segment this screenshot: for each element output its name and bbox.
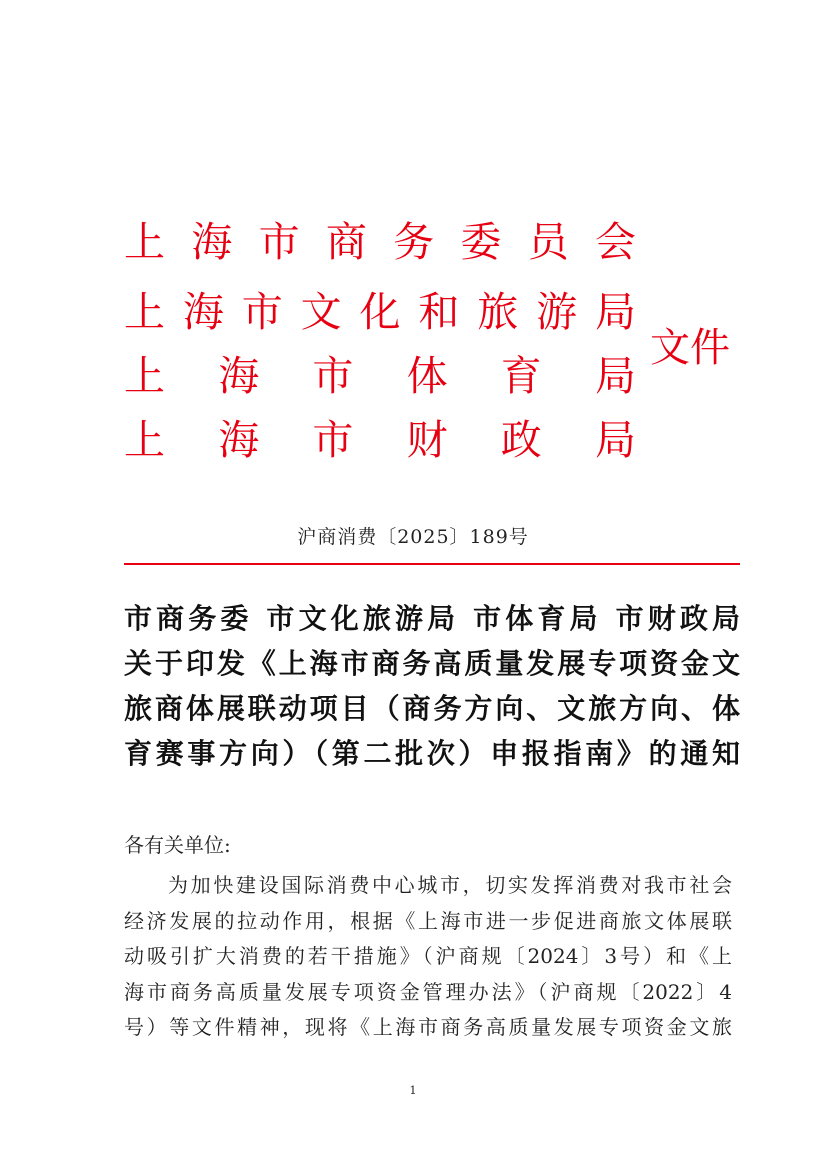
org-commerce-commission: 上 海 市 商 务 委 员 会 [124, 218, 636, 266]
body-line: 经济发展的拉动作用，根据《上海市进一步促进商旅文体展联 [124, 908, 732, 933]
document-suffix-label: 文件 [650, 325, 730, 371]
body-line: 动吸引扩大消费的若干措施》（沪商规〔2024〕3号）和《上 [124, 944, 732, 968]
title-line: 关于印发《上海市商务高质量发展专项资金文 [124, 647, 740, 680]
document-title [124, 596, 740, 776]
page-number: 1 [409, 1084, 417, 1097]
issuing-organizations-header [124, 214, 764, 474]
title-line: 旅商体展联动项目（商务方向、文旅方向、体 [124, 692, 740, 725]
body-line: 海市商务高质量发展专项资金管理办法》（沪商规〔2022〕4 [124, 979, 732, 1004]
org-finance-bureau: 上 海 市 财 政 局 [124, 416, 636, 464]
title-line: 市商务委 市文化旅游局 市体育局 市财政局 [124, 602, 740, 635]
org-culture-tourism-bureau: 上 海 市 文 化 和 旅 游 局 [124, 288, 636, 336]
title-line: 育赛事方向）（第二批次）申报指南》的通知 [124, 737, 740, 770]
red-divider-line [124, 563, 740, 565]
body-line: 号）等文件精神，现将《上海市商务高质量发展专项资金文旅 [124, 1015, 732, 1039]
document-number: 沪商消费〔2025〕189号 [297, 526, 529, 548]
salutation: 各有关单位: [124, 833, 231, 857]
body-paragraph [124, 868, 732, 1046]
body-line: 为加快建设国际消费中心城市，切实发挥消费对我市社会 [168, 873, 732, 897]
org-sports-bureau: 上 海 市 体 育 局 [124, 352, 636, 400]
